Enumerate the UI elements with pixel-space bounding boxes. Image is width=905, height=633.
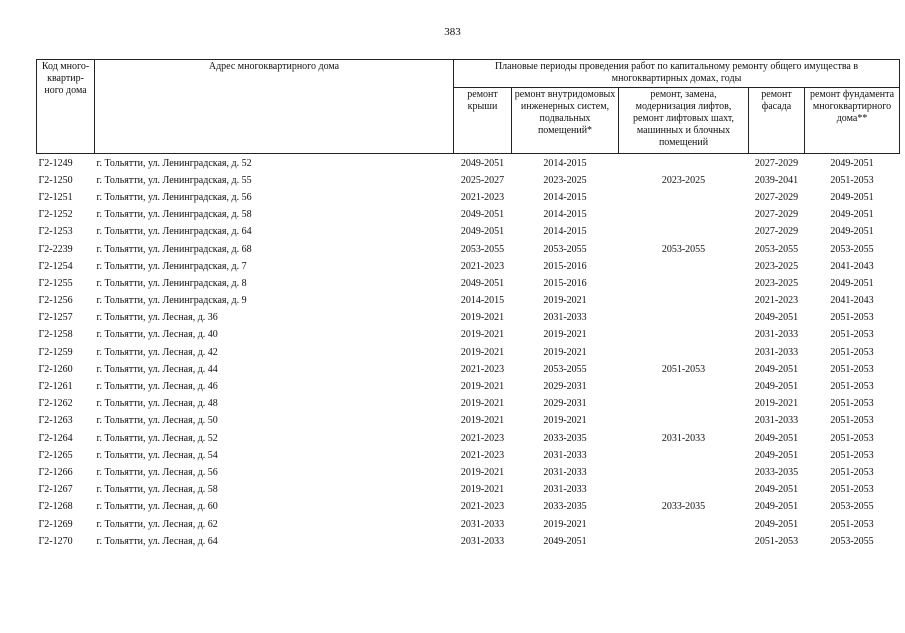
cell-address: г. Тольятти, ул. Лесная, д. 62 bbox=[96, 518, 218, 530]
capital-repair-table bbox=[36, 59, 900, 550]
cell-lifts bbox=[619, 310, 749, 327]
table-row bbox=[37, 447, 900, 464]
cell-address: г. Тольятти, ул. Ленинградская, д. 55 bbox=[96, 174, 252, 186]
cell-foundation: 2053-2055 bbox=[830, 501, 874, 513]
cell-address: г. Тольятти, ул. Ленинградская, д. 9 bbox=[96, 295, 247, 307]
cell-roof: 2019-2021 bbox=[460, 312, 505, 324]
cell-facade: 2049-2051 bbox=[754, 484, 799, 496]
cell-address: г. Тольятти, ул. Лесная, д. 58 bbox=[96, 484, 218, 496]
cell-systems: 2031-2033 bbox=[543, 466, 587, 478]
cell-facade: 2049-2051 bbox=[754, 518, 799, 530]
cell-foundation: 2051-2053 bbox=[830, 415, 874, 427]
header-code: Код много-квартир-ного дома bbox=[37, 60, 95, 154]
cell-lifts bbox=[619, 396, 749, 413]
cell-address: г. Тольятти, ул. Ленинградская, д. 64 bbox=[96, 226, 252, 238]
cell-systems: 2031-2033 bbox=[543, 449, 587, 461]
header-systems: ремонт внутридомовых инженерных систем, подвальных помещений* bbox=[512, 88, 619, 154]
table-row bbox=[37, 396, 900, 413]
table-row bbox=[37, 378, 900, 395]
cell-code: Г2-1261 bbox=[38, 381, 73, 393]
cell-code: Г2-1255 bbox=[38, 277, 73, 289]
cell-roof: 2021-2023 bbox=[460, 363, 505, 375]
cell-foundation: 2053-2055 bbox=[830, 535, 874, 547]
cell-roof: 2019-2021 bbox=[460, 346, 505, 358]
cell-roof: 2021-2023 bbox=[460, 191, 505, 203]
cell-lifts bbox=[619, 344, 749, 361]
cell-code: Г2-1251 bbox=[38, 191, 73, 203]
cell-foundation: 2049-2051 bbox=[830, 157, 874, 169]
cell-systems: 2023-2025 bbox=[543, 174, 587, 186]
cell-facade: 2049-2051 bbox=[754, 501, 799, 513]
header-planned-periods: Плановые периоды проведения работ по капитальному ремонту общего имущества в многоквартирных домах, годы bbox=[454, 60, 900, 88]
cell-facade: 2023-2025 bbox=[754, 260, 799, 272]
cell-roof: 2021-2023 bbox=[460, 260, 505, 272]
cell-foundation: 2049-2051 bbox=[830, 191, 874, 203]
cell-code: Г2-1252 bbox=[38, 209, 73, 221]
table-row bbox=[37, 413, 900, 430]
cell-lifts bbox=[619, 413, 749, 430]
cell-code: Г2-1259 bbox=[38, 346, 73, 358]
cell-systems: 2033-2035 bbox=[543, 501, 587, 513]
cell-lifts bbox=[619, 293, 749, 310]
cell-roof: 2019-2021 bbox=[460, 329, 505, 341]
cell-code: Г2-1269 bbox=[38, 518, 73, 530]
table-row bbox=[37, 172, 900, 189]
cell-foundation: 2041-2043 bbox=[830, 260, 874, 272]
cell-roof: 2021-2023 bbox=[460, 432, 505, 444]
table-row bbox=[37, 241, 900, 258]
cell-code: Г2-1260 bbox=[38, 363, 73, 375]
cell-lifts bbox=[619, 464, 749, 481]
table-row bbox=[37, 293, 900, 310]
cell-lifts: 2053-2055 bbox=[661, 243, 706, 255]
cell-lifts bbox=[619, 258, 749, 275]
table-row bbox=[37, 258, 900, 275]
cell-roof: 2019-2021 bbox=[460, 466, 505, 478]
cell-facade: 2027-2029 bbox=[754, 209, 799, 221]
cell-roof: 2014-2015 bbox=[460, 295, 505, 307]
cell-lifts bbox=[619, 224, 749, 241]
cell-systems: 2014-2015 bbox=[543, 191, 587, 203]
cell-code: Г2-1266 bbox=[38, 466, 73, 478]
cell-lifts bbox=[619, 447, 749, 464]
header-facade: ремонт фасада bbox=[749, 88, 805, 154]
cell-systems: 2014-2015 bbox=[543, 157, 587, 169]
cell-roof: 2019-2021 bbox=[460, 381, 505, 393]
cell-code: Г2-1262 bbox=[38, 398, 73, 410]
cell-systems: 2029-2031 bbox=[543, 381, 587, 393]
cell-foundation: 2051-2053 bbox=[830, 346, 874, 358]
cell-facade: 2053-2055 bbox=[754, 243, 799, 255]
cell-foundation: 2049-2051 bbox=[830, 226, 874, 238]
cell-facade: 2027-2029 bbox=[754, 191, 799, 203]
cell-lifts: 2033-2035 bbox=[661, 501, 706, 513]
cell-foundation: 2051-2053 bbox=[830, 466, 874, 478]
cell-lifts bbox=[619, 275, 749, 292]
table-row bbox=[37, 361, 900, 378]
cell-address: г. Тольятти, ул. Лесная, д. 50 bbox=[96, 415, 218, 427]
cell-roof: 2049-2051 bbox=[460, 277, 505, 289]
cell-systems: 2029-2031 bbox=[543, 398, 587, 410]
cell-lifts bbox=[619, 482, 749, 499]
cell-address: г. Тольятти, ул. Ленинградская, д. 68 bbox=[96, 243, 252, 255]
cell-foundation: 2051-2053 bbox=[830, 484, 874, 496]
cell-systems: 2015-2016 bbox=[543, 277, 587, 289]
table-row bbox=[37, 516, 900, 533]
table-row bbox=[37, 275, 900, 292]
cell-address: г. Тольятти, ул. Ленинградская, д. 8 bbox=[96, 277, 247, 289]
cell-address: г. Тольятти, ул. Лесная, д. 36 bbox=[96, 312, 218, 324]
cell-foundation: 2051-2053 bbox=[830, 518, 874, 530]
cell-foundation: 2051-2053 bbox=[830, 312, 874, 324]
cell-systems: 2019-2021 bbox=[543, 415, 587, 427]
table-row bbox=[37, 310, 900, 327]
cell-code: Г2-1253 bbox=[38, 226, 73, 238]
table-body bbox=[37, 154, 900, 551]
cell-code: Г2-1250 bbox=[38, 174, 73, 186]
cell-systems: 2033-2035 bbox=[543, 432, 587, 444]
cell-lifts bbox=[619, 207, 749, 224]
cell-facade: 2051-2053 bbox=[754, 535, 799, 547]
cell-code: Г2-1267 bbox=[38, 484, 73, 496]
cell-facade: 2031-2033 bbox=[754, 415, 799, 427]
table-header bbox=[37, 60, 900, 154]
cell-foundation: 2051-2053 bbox=[830, 363, 874, 375]
cell-facade: 2019-2021 bbox=[754, 398, 799, 410]
cell-foundation: 2051-2053 bbox=[830, 381, 874, 393]
header-lifts: ремонт, замена, модернизация лифтов, ремонт лифтовых шахт, машинных и блочных помещений bbox=[619, 88, 749, 154]
table-row bbox=[37, 189, 900, 206]
cell-systems: 2019-2021 bbox=[543, 295, 587, 307]
header-roof: ремонт крыши bbox=[454, 88, 512, 154]
cell-facade: 2023-2025 bbox=[754, 277, 799, 289]
cell-systems: 2014-2015 bbox=[543, 209, 587, 221]
cell-systems: 2019-2021 bbox=[543, 346, 587, 358]
cell-lifts: 2031-2033 bbox=[661, 432, 706, 444]
cell-systems: 2014-2015 bbox=[543, 226, 587, 238]
cell-code: Г2-2239 bbox=[38, 243, 73, 255]
cell-address: г. Тольятти, ул. Ленинградская, д. 7 bbox=[96, 260, 247, 272]
cell-facade: 2039-2041 bbox=[754, 174, 799, 186]
header-foundation: ремонт фундамента многоквартирного дома** bbox=[805, 88, 900, 154]
cell-roof: 2049-2051 bbox=[460, 157, 505, 169]
cell-foundation: 2051-2053 bbox=[830, 432, 874, 444]
cell-roof: 2031-2033 bbox=[460, 518, 505, 530]
table-row bbox=[37, 464, 900, 481]
cell-lifts bbox=[619, 516, 749, 533]
cell-address: г. Тольятти, ул. Лесная, д. 64 bbox=[96, 535, 218, 547]
cell-code: Г2-1268 bbox=[38, 501, 73, 513]
cell-systems: 2031-2033 bbox=[543, 312, 587, 324]
cell-facade: 2049-2051 bbox=[754, 363, 799, 375]
cell-facade: 2033-2035 bbox=[754, 466, 799, 478]
cell-code: Г2-1263 bbox=[38, 415, 73, 427]
cell-foundation: 2051-2053 bbox=[830, 329, 874, 341]
cell-address: г. Тольятти, ул. Лесная, д. 40 bbox=[96, 329, 218, 341]
cell-roof: 2019-2021 bbox=[460, 415, 505, 427]
cell-roof: 2049-2051 bbox=[460, 209, 505, 221]
cell-facade: 2049-2051 bbox=[754, 312, 799, 324]
cell-roof: 2019-2021 bbox=[460, 484, 505, 496]
cell-address: г. Тольятти, ул. Лесная, д. 52 bbox=[96, 432, 218, 444]
table-row bbox=[37, 499, 900, 516]
cell-foundation: 2049-2051 bbox=[830, 277, 874, 289]
cell-address: г. Тольятти, ул. Лесная, д. 46 bbox=[96, 381, 218, 393]
cell-code: Г2-1254 bbox=[38, 260, 73, 272]
cell-address: г. Тольятти, ул. Лесная, д. 44 bbox=[96, 363, 218, 375]
header-address: Адрес многоквартирного дома bbox=[95, 60, 454, 154]
cell-facade: 2021-2023 bbox=[754, 295, 799, 307]
table-row bbox=[37, 344, 900, 361]
cell-roof: 2019-2021 bbox=[460, 398, 505, 410]
cell-systems: 2053-2055 bbox=[543, 363, 587, 375]
cell-systems: 2049-2051 bbox=[543, 535, 587, 547]
cell-foundation: 2051-2053 bbox=[830, 449, 874, 461]
cell-address: г. Тольятти, ул. Лесная, д. 56 bbox=[96, 466, 218, 478]
cell-roof: 2021-2023 bbox=[460, 501, 505, 513]
table-row bbox=[37, 533, 900, 550]
cell-facade: 2049-2051 bbox=[754, 381, 799, 393]
cell-code: Г2-1264 bbox=[38, 432, 73, 444]
cell-address: г. Тольятти, ул. Ленинградская, д. 56 bbox=[96, 191, 252, 203]
cell-address: г. Тольятти, ул. Лесная, д. 54 bbox=[96, 449, 218, 461]
cell-code: Г2-1249 bbox=[38, 157, 73, 169]
cell-lifts bbox=[619, 378, 749, 395]
cell-facade: 2027-2029 bbox=[754, 226, 799, 238]
cell-facade: 2049-2051 bbox=[754, 449, 799, 461]
cell-facade: 2031-2033 bbox=[754, 346, 799, 358]
table-row bbox=[37, 482, 900, 499]
cell-lifts bbox=[619, 533, 749, 550]
cell-foundation: 2049-2051 bbox=[830, 209, 874, 221]
cell-foundation: 2041-2043 bbox=[830, 295, 874, 307]
cell-roof: 2031-2033 bbox=[460, 535, 505, 547]
table-row bbox=[37, 154, 900, 173]
cell-address: г. Тольятти, ул. Лесная, д. 60 bbox=[96, 501, 218, 513]
table-row bbox=[37, 224, 900, 241]
cell-address: г. Тольятти, ул. Ленинградская, д. 52 bbox=[96, 157, 252, 169]
cell-lifts bbox=[619, 327, 749, 344]
cell-lifts bbox=[619, 154, 749, 173]
cell-lifts bbox=[619, 189, 749, 206]
cell-foundation: 2051-2053 bbox=[830, 174, 874, 186]
cell-systems: 2031-2033 bbox=[543, 484, 587, 496]
cell-address: г. Тольятти, ул. Лесная, д. 48 bbox=[96, 398, 218, 410]
cell-code: Г2-1257 bbox=[38, 312, 73, 324]
cell-foundation: 2053-2055 bbox=[830, 243, 874, 255]
cell-roof: 2053-2055 bbox=[460, 243, 505, 255]
cell-address: г. Тольятти, ул. Лесная, д. 42 bbox=[96, 346, 218, 358]
cell-code: Г2-1258 bbox=[38, 329, 73, 341]
cell-roof: 2025-2027 bbox=[460, 174, 505, 186]
cell-code: Г2-1265 bbox=[38, 449, 73, 461]
cell-lifts: 2051-2053 bbox=[661, 363, 706, 375]
page-number: 383 bbox=[444, 26, 461, 38]
table-row bbox=[37, 430, 900, 447]
cell-code: Г2-1270 bbox=[38, 535, 73, 547]
cell-facade: 2049-2051 bbox=[754, 432, 799, 444]
cell-systems: 2019-2021 bbox=[543, 329, 587, 341]
cell-facade: 2027-2029 bbox=[754, 157, 799, 169]
cell-foundation: 2051-2053 bbox=[830, 398, 874, 410]
cell-facade: 2031-2033 bbox=[754, 329, 799, 341]
cell-roof: 2021-2023 bbox=[460, 449, 505, 461]
table-row bbox=[37, 327, 900, 344]
cell-roof: 2049-2051 bbox=[460, 226, 505, 238]
table-row bbox=[37, 207, 900, 224]
cell-code: Г2-1256 bbox=[38, 295, 73, 307]
cell-systems: 2019-2021 bbox=[543, 518, 587, 530]
cell-lifts: 2023-2025 bbox=[661, 174, 706, 186]
cell-systems: 2053-2055 bbox=[543, 243, 587, 255]
cell-systems: 2015-2016 bbox=[543, 260, 587, 272]
cell-address: г. Тольятти, ул. Ленинградская, д. 58 bbox=[96, 209, 252, 221]
